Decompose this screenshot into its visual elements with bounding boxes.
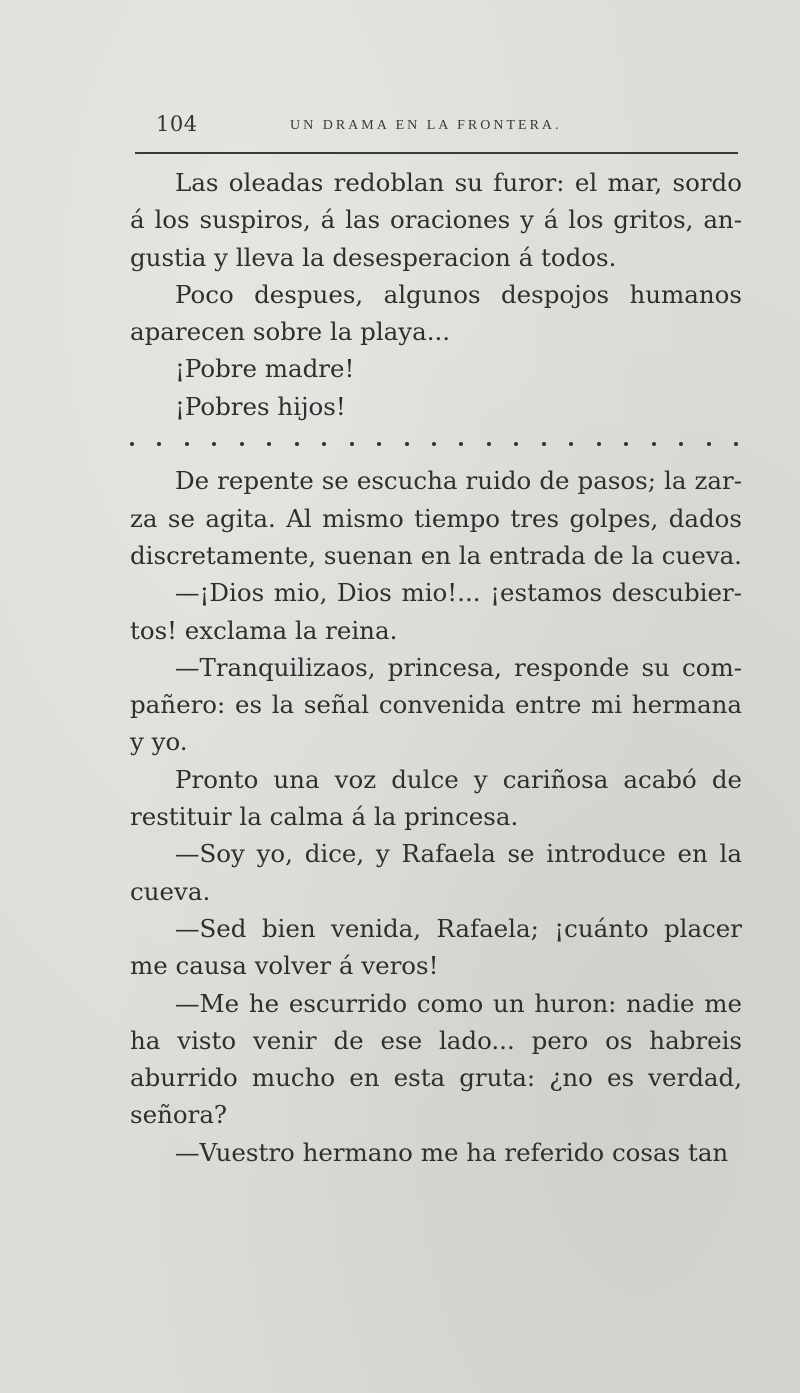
paragraph: —Sed bien venida, Rafaela; ¡cuánto placer me causa volver á veros! xyxy=(130,913,742,981)
page-number: 104 xyxy=(156,112,198,136)
paragraph: ¡Pobre madre! xyxy=(175,354,355,384)
paragraph: De repente se escucha ruido de pasos; la zarza se agita. Al mismo tiempo tres golpes, dados discretamente, suenan en la entrada de la cueva. xyxy=(130,466,742,570)
header-rule xyxy=(135,152,738,154)
paragraph: —Tranquilizaos, princesa, responde su compañero: es la señal convenida entre mi hermana y yo. xyxy=(130,652,742,757)
paragraph: —Soy yo, dice, y Rafaela se introduce en la cueva. xyxy=(130,839,742,906)
ellipsis-separator xyxy=(130,425,742,462)
paragraph: —Vuestro hermano me ha referido cosas tan xyxy=(175,1137,729,1167)
body-text xyxy=(130,164,742,1171)
page-header xyxy=(150,108,740,144)
paragraph: Las oleadas redoblan su furor: el mar, sordo á los suspiros, á las oraciones y á los gritos, angustia y lleva la desesperacion á todos. xyxy=(130,168,742,272)
paragraph: ¡Pobres hijos! xyxy=(175,391,346,421)
paragraph: Pronto una voz dulce y cariñosa acabó de restituir la calma á la princesa. xyxy=(130,764,742,832)
running-title: UN DRAMA EN LA FRONTERA. xyxy=(290,118,562,133)
paragraph: —Me he escurrido como un huron: nadie me ha visto venir de ese lado... pero os habreis aburrido mucho en esta gruta: ¿no es verdad, señora? xyxy=(130,988,742,1130)
paragraph: Poco despues, algunos despojos humanos aparecen sobre la playa... xyxy=(130,279,742,347)
paragraph: —¡Dios mio, Dios mio!... ¡estamos descubiertos! exclama la reina. xyxy=(130,578,742,645)
